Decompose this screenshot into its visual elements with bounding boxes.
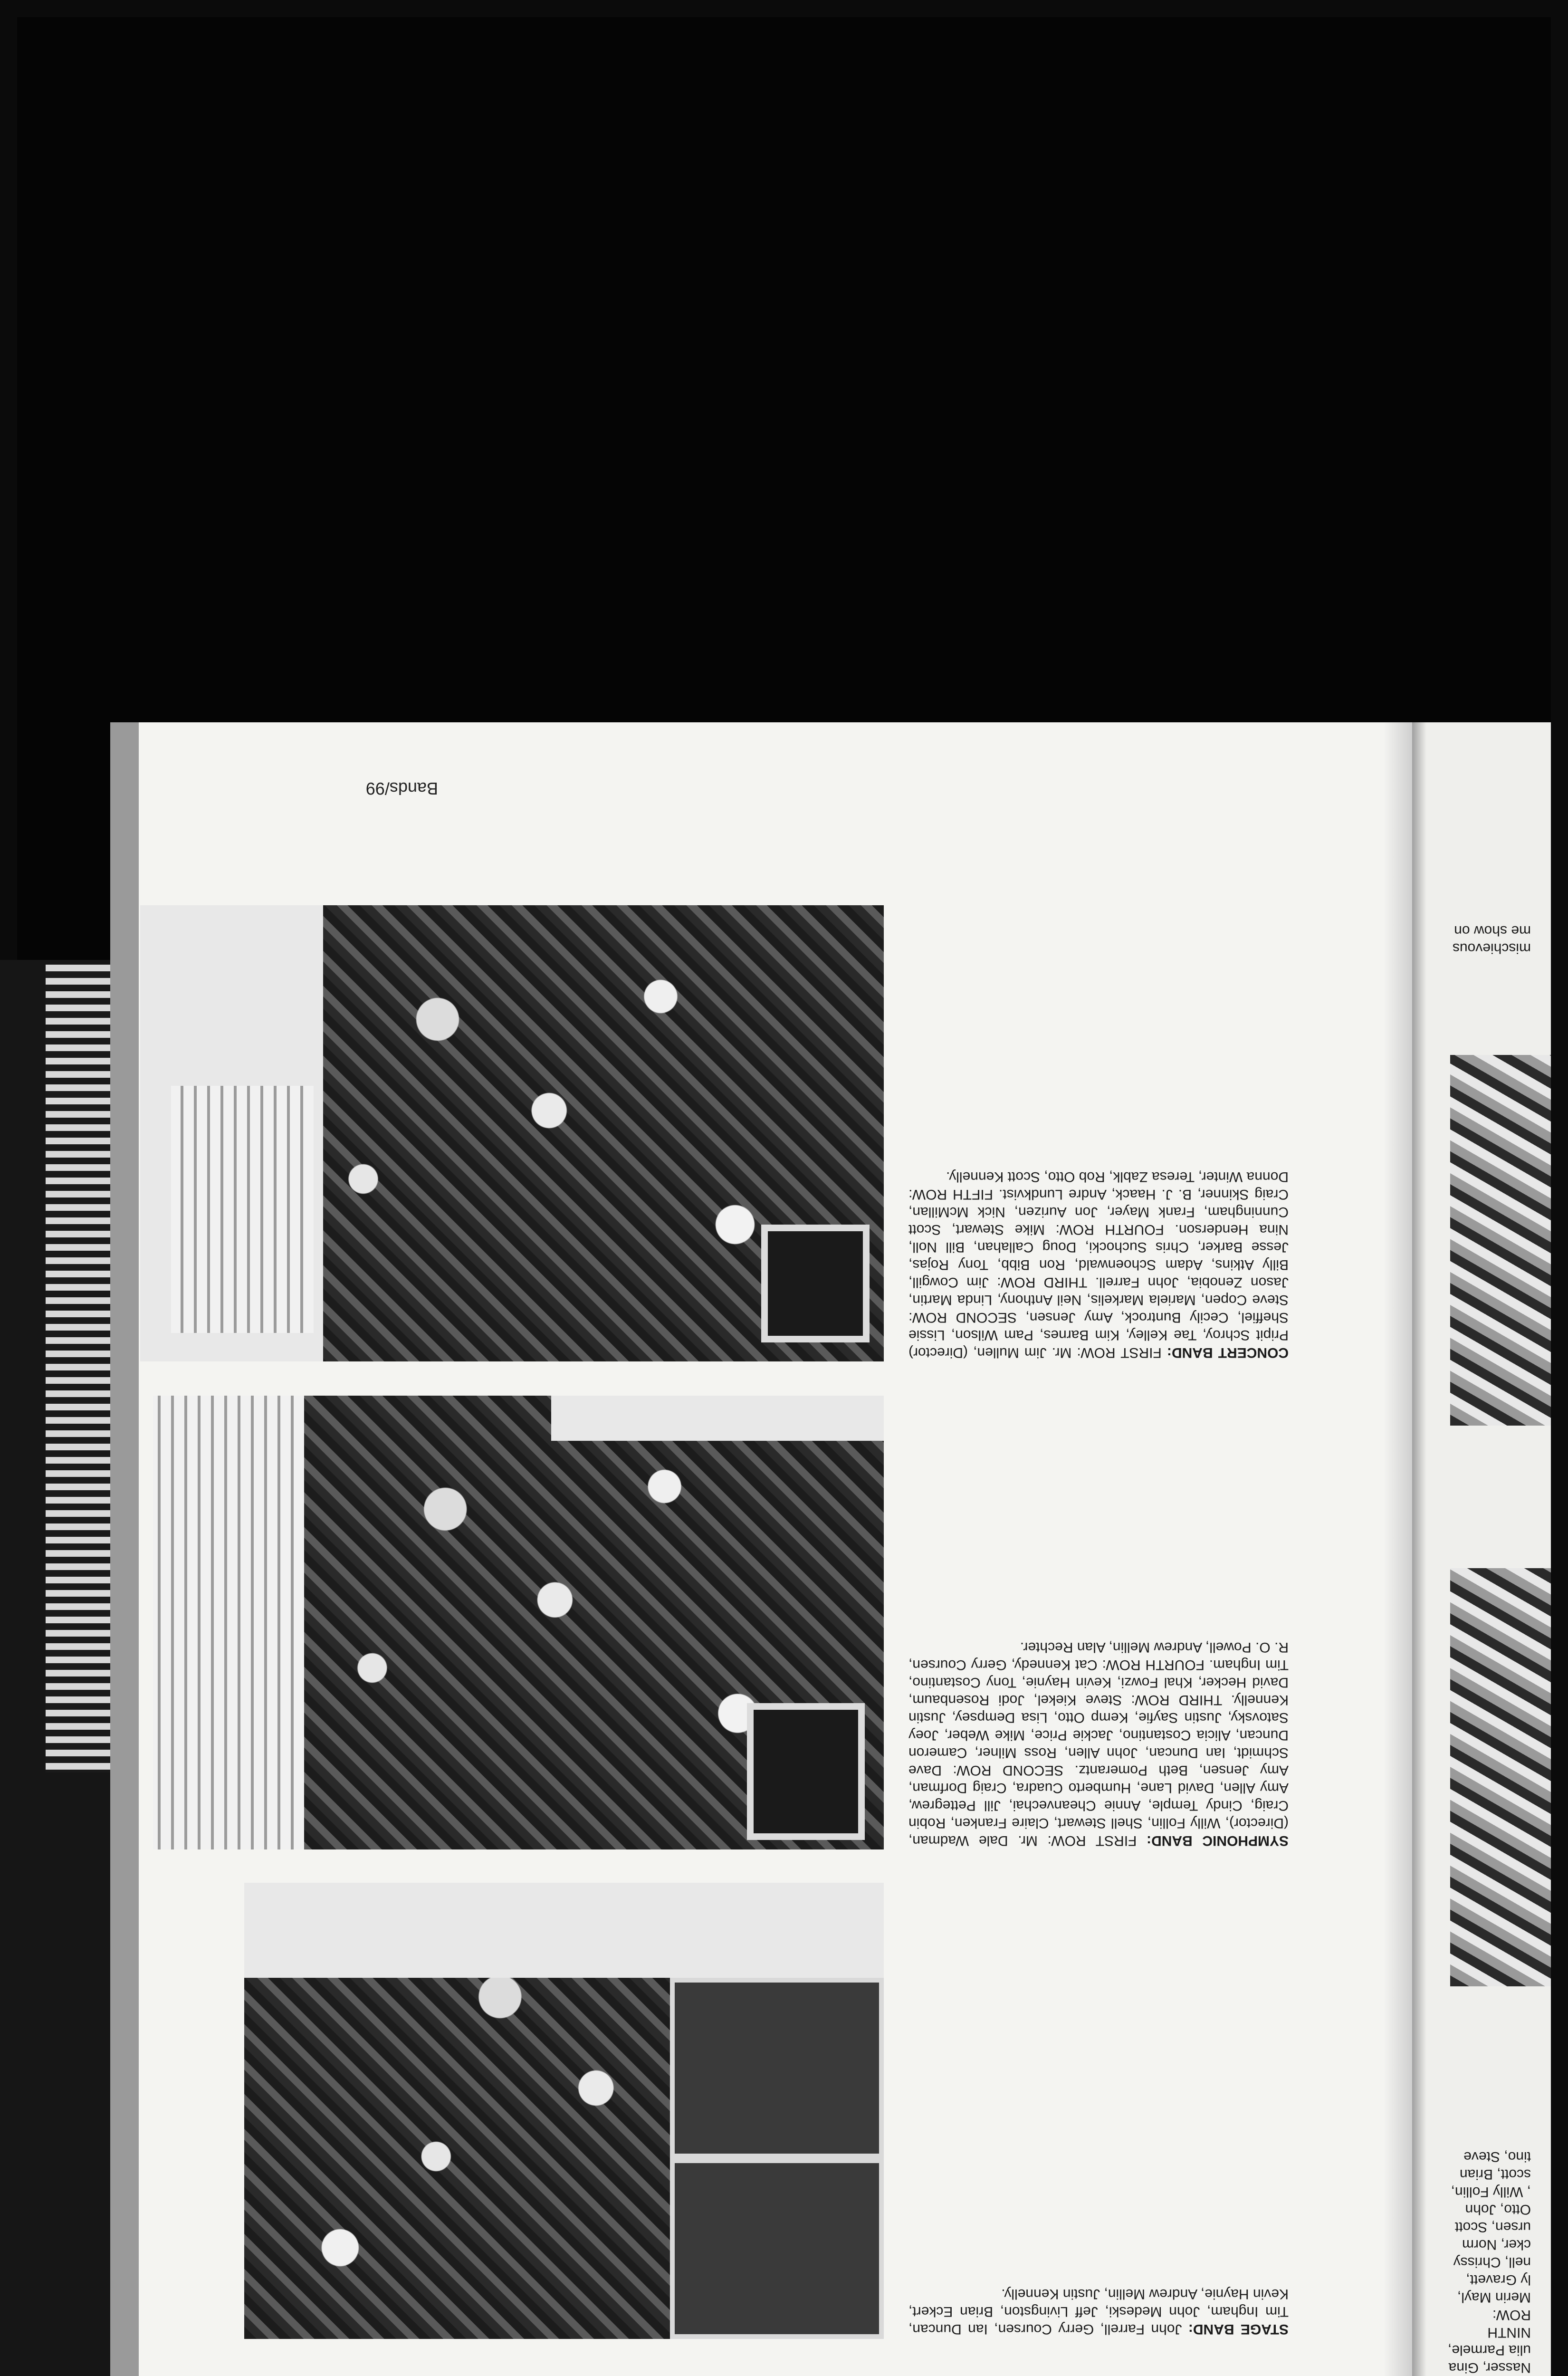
- symphonic-band-photo: [153, 1396, 884, 1849]
- concert-band-caption: [908, 1168, 1289, 1361]
- page-edge-shadow: [110, 722, 139, 2376]
- adjacent-page-text: mischievous me show on: [1452, 923, 1531, 956]
- caption-text: FIRST ROW: Mr. Jim Mullen, (Director) Pripit Schroy, Tae Kelley, Kim Barnes, Pam Wilson, Lissie Sheffiel, Cecily Buntrock, Amy Jensen, SECOND ROW: Steve Copen, Mariela Markelis, Neil Anthony, Linda Martin, Jason Zenobia, John Farrell. THIRD ROW: Jim Cowgill, Billy Atkins, Adam Schoenwald, Ron Bibb, Tony Rojas, Jesse Barker, Chris Suchocki, Doug Callahan, Bill Noll, Nina Henderson. FOURTH ROW: Mike Stewart, Scott Cunningham, Frank Mayer, Jon Aurizen, Nick McMillan, Craig Skinner, B. J. Haack, Andre Lundkvist. FIFTH ROW: Donna Winter, Teresa Zablk, Rob Otto, Scott Kennelly.: [908, 1169, 1289, 1360]
- page-number: Bands/99: [365, 779, 438, 798]
- bulletin-board: [670, 2158, 884, 2339]
- caption-line: nell, Chrissy: [1453, 2254, 1531, 2270]
- caption-heading: STAGE BAND:: [1188, 2321, 1289, 2337]
- caption-line: cker, Norm: [1462, 2237, 1531, 2252]
- wall: [244, 1883, 884, 1978]
- caption-heading: CONCERT BAND:: [1166, 1345, 1289, 1360]
- adjacent-page-caption: [1445, 2148, 1531, 2376]
- symphonic-band-caption: [908, 1638, 1289, 1849]
- concert-band-photo: [140, 905, 884, 1361]
- caption-line: ursen, Scott: [1454, 2219, 1531, 2235]
- adjacent-page-photo: [1450, 1055, 1551, 1426]
- caption-line: Otto, John: [1465, 2202, 1531, 2217]
- floor: [551, 1396, 884, 1441]
- caption-line: ly Gravett,: [1466, 2272, 1531, 2288]
- caption-line: Merin Mayl,: [1457, 2290, 1531, 2305]
- caption-line: Nasser, Gina: [1448, 2360, 1531, 2376]
- page-spine-shadow: [1384, 722, 1412, 2376]
- yearbook-page: [139, 722, 1412, 2376]
- caption-line: ulia Parmele,: [1447, 2342, 1531, 2358]
- page-gutter-shadow: [1412, 722, 1426, 2376]
- caption-heading: SYMPHONIC BAND:: [1147, 1833, 1289, 1849]
- adjacent-page-photo: [1450, 1568, 1551, 1986]
- caption-text: FIRST ROW: Mr. Dale Wadman, (Director), Willy Follin, Shell Stewart, Claire Franken, Robin Craig, Cindy Temple, Annie Cheanvechai, Jill Pettegrew, Amy Allen, David Lane, Humberto Cuadra, Craig Dorfman, Amy Jensen, Beth Pomerantz. SECOND ROW: Dave Schmidt, Ian Duncan, John Allen, Ross Milner, Cameron Duncan, Alicia Costantino, Jackie Price, Mike Weber, Joey Satovsky, Justin Sayfie, Kemp Otto, Lisa Dempsey, Justin Kennelly. THIRD ROW: Steve Kiekel, Jodi Rosenbaum, David Hecker, Khal Fowzi, Kevin Haynie, Tony Costantino, Tim Ingham. FOURTH ROW: Cat Kennedy, Gerry Coursen, R. O. Powell, Andrew Mellin, Alan Rechter.: [908, 1639, 1289, 1849]
- caption-line: NINTH ROW:: [1487, 2307, 1531, 2340]
- stage-band-caption: [908, 2285, 1289, 2338]
- caption-line: tino, Steve: [1463, 2149, 1531, 2165]
- caption-line: , Willy Follin,: [1451, 2184, 1531, 2200]
- book-page-edges: [46, 965, 112, 1772]
- wall-panel: [153, 1396, 304, 1849]
- window: [747, 1703, 865, 1840]
- window: [761, 1225, 870, 1342]
- caption-text: John Farrell, Gerry Coursen, Ian Duncan, Tim Ingham, John Medeski, Jeff Livingston, Brian Eckert, Kevin Haynie, Andrew Mellin, Justin Kennelly.: [908, 2286, 1289, 2337]
- stage-band-photo: [244, 1883, 884, 2339]
- bulletin-board: [670, 1978, 884, 2158]
- wall-panel: [171, 1086, 314, 1333]
- caption-line: scott, Brian: [1459, 2166, 1531, 2182]
- adjacent-page: [1412, 722, 1551, 2376]
